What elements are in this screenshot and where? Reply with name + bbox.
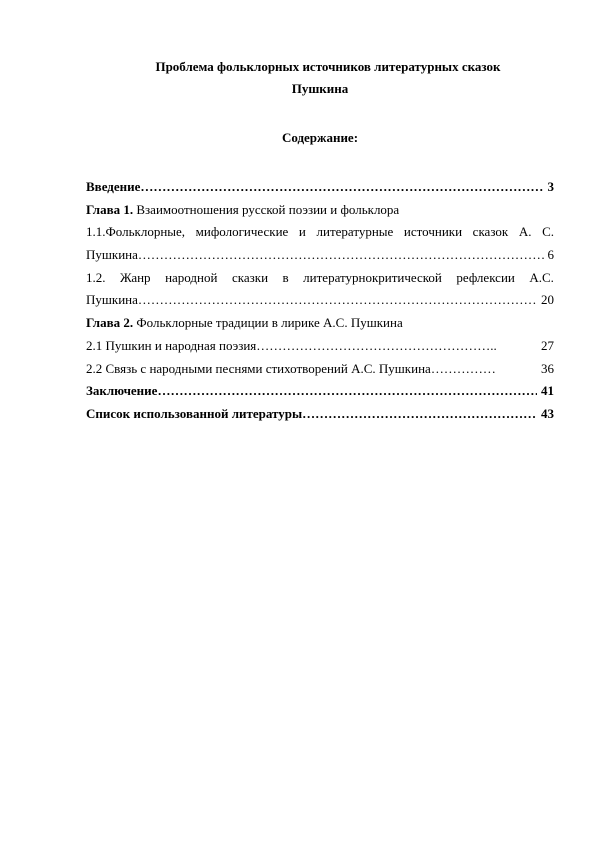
toc-word: 1.2.: [86, 269, 106, 285]
toc-entry-label: Заключение: [86, 383, 158, 399]
document-title-line-1: Проблема фольклорных источников литературных сказок: [155, 59, 501, 74]
toc-entry-label: Список использованной литературы: [86, 405, 303, 421]
toc-entry-1-1-line-2: [86, 244, 554, 267]
toc-entry-references: [86, 403, 554, 426]
toc-word: мифологические: [195, 224, 289, 240]
toc-entry-label: 2.1 Пушкин и народная поэзия: [86, 337, 257, 353]
table-of-contents: [86, 176, 554, 426]
chapter-title: Взаимоотношения русской поэзии и фольклора: [136, 201, 400, 217]
toc-word: литературнокритической: [303, 269, 442, 285]
toc-word: в: [282, 269, 289, 285]
toc-entry-chapter-2: [86, 312, 554, 335]
toc-word: литературные: [316, 224, 394, 240]
chapter-title: Фольклорные традиции в лирике А.С. Пушкина: [136, 315, 403, 331]
toc-entry-2-1: [86, 335, 554, 358]
toc-word: сказки: [231, 269, 269, 285]
toc-word: 1.1.Фольклорные,: [86, 224, 186, 240]
chapter-prefix: Глава 2.: [86, 315, 134, 331]
toc-page-number: 36: [541, 360, 554, 376]
toc-entry-chapter-1: [86, 199, 554, 222]
toc-page-number: 20: [541, 292, 554, 308]
toc-entry-label: Пушкина: [86, 292, 138, 308]
toc-word: сказок: [472, 224, 509, 240]
toc-leader-dots: [140, 176, 543, 199]
toc-leader-dots: [138, 289, 537, 312]
toc-word: источники: [403, 224, 463, 240]
chapter-prefix: Глава 1.: [86, 201, 134, 217]
toc-page-number: 3: [547, 179, 554, 194]
toc-word: Жанр: [120, 269, 151, 285]
toc-entry-2-2: [86, 358, 554, 381]
toc-word: народной: [165, 269, 218, 285]
toc-leader-dots: ……………: [430, 360, 496, 376]
toc-entry-label: Введение: [86, 179, 141, 194]
toc-heading: Содержание:: [281, 130, 359, 145]
toc-word: С.: [542, 224, 554, 240]
toc-leader-dots: [302, 403, 537, 426]
toc-word: рефлексии: [456, 269, 515, 285]
toc-entry-intro: [86, 176, 554, 199]
toc-leader-dots: [157, 380, 537, 403]
toc-page-number: 6: [547, 247, 554, 263]
toc-entry-conclusion: [86, 380, 554, 403]
toc-word: А.С.: [529, 269, 554, 285]
toc-page-number: 43: [541, 405, 554, 421]
toc-entry-label: Пушкина: [86, 247, 138, 263]
toc-entry-1-1-line-1: [86, 221, 554, 244]
toc-leader-dots: [138, 244, 544, 267]
toc-entry-1-2-line-1: [86, 267, 554, 290]
toc-entry-label: 2.2 Связь с народными песнями стихотворений А.С. Пушкина: [86, 360, 431, 376]
toc-page-number: 27: [541, 337, 554, 353]
toc-word: А.: [518, 224, 532, 240]
toc-word: и: [298, 224, 306, 240]
toc-leader-dots: ………………………………………………..: [256, 337, 497, 353]
toc-page-number: 41: [541, 383, 554, 399]
document-title-line-2: Пушкина: [291, 81, 349, 96]
toc-entry-1-2-line-2: [86, 289, 554, 312]
